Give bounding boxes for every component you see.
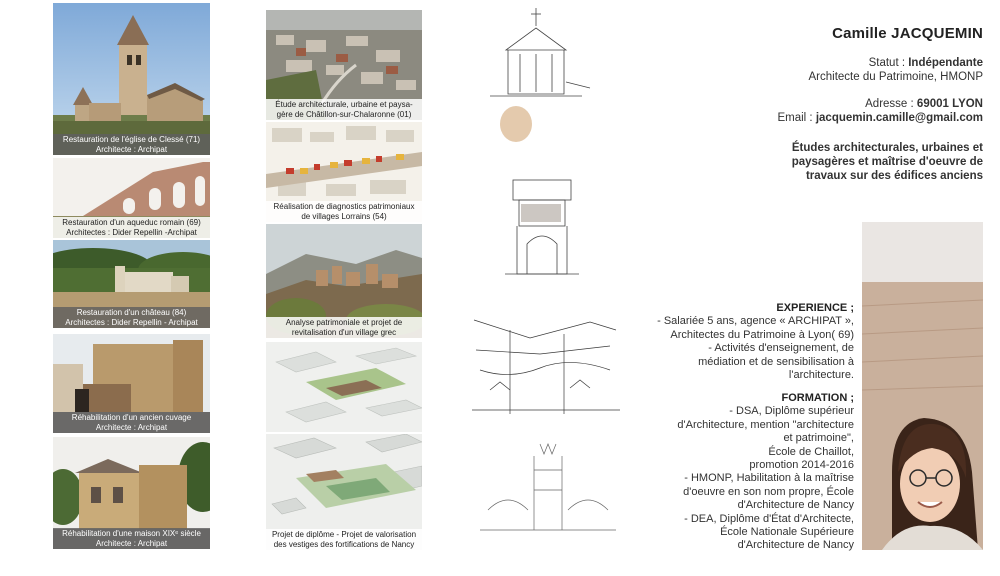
project-photo-maison bbox=[53, 437, 210, 549]
experience-line: Architectes du Patrimoine à Lyon( 69) bbox=[670, 328, 854, 341]
caption-line: Architectes : Dider Repellin -Archipat bbox=[66, 227, 197, 237]
profile-name: Camille JACQUEMIN bbox=[832, 25, 983, 42]
profile-title: Architecte du Patrimoine, HMONP bbox=[808, 71, 983, 83]
project-caption bbox=[53, 134, 210, 155]
address-label: Adresse : bbox=[865, 98, 917, 110]
project-photo-castle bbox=[53, 240, 210, 328]
address-value: 69001 LYON bbox=[916, 98, 983, 110]
formation-line: d'Architecture de Nancy bbox=[737, 499, 854, 512]
formation-line: d'oeuvre en son nom propre, École bbox=[683, 485, 854, 498]
status-value: Indépendante bbox=[908, 57, 983, 69]
study-caption bbox=[266, 317, 422, 338]
caption-line: revitalisation d'un village grec bbox=[291, 327, 397, 337]
project-caption bbox=[53, 412, 210, 433]
portrait-illustration bbox=[862, 222, 983, 550]
formation-line: d'Architecture, mention "architecture bbox=[677, 418, 854, 431]
study-plan-lorrains bbox=[266, 122, 422, 222]
doorway-sketch-illustration bbox=[495, 170, 585, 278]
tagline-line: paysagères et maîtrise d'oeuvre de bbox=[791, 156, 983, 168]
sketch-doorway bbox=[495, 170, 585, 278]
sketch-ruins bbox=[478, 440, 618, 540]
church-illustration bbox=[53, 3, 210, 155]
study-photo-chatillon bbox=[266, 10, 422, 120]
caption-line: Réalisation de diagnostics patrimoniaux bbox=[273, 202, 415, 211]
project-caption bbox=[53, 217, 210, 238]
tagline-line: travaux sur des édifices anciens bbox=[805, 170, 983, 182]
street-sketch-illustration bbox=[470, 310, 620, 420]
project-photo-cuvage bbox=[53, 334, 210, 433]
experience-line: médiation et de sensibilisation à bbox=[698, 355, 854, 368]
project-caption bbox=[53, 528, 210, 549]
caption-line: Architecte : Archipat bbox=[95, 144, 168, 154]
formation-heading: FORMATION ; bbox=[781, 392, 854, 404]
sketch-chapel bbox=[470, 6, 600, 144]
caption-line: Architecte : Archipat bbox=[95, 422, 168, 432]
urban-render-illustration bbox=[266, 342, 422, 432]
caption-line: Restauration de l'église de Clessé (71) bbox=[62, 135, 201, 144]
formation-line: École Nationale Supérieure bbox=[720, 526, 854, 539]
study-render-1 bbox=[266, 342, 422, 432]
status-line bbox=[869, 56, 983, 70]
caption-line: Réhabilitation d'une maison XIXᵉ siècle bbox=[62, 529, 201, 538]
caption-line: Restauration d'un château (84) bbox=[76, 308, 187, 317]
formation-line: d'Architecture de Nancy bbox=[737, 539, 854, 552]
email-line bbox=[777, 111, 983, 125]
formation-line: - HMONP, Habilitation à la maîtrise bbox=[684, 472, 854, 485]
experience-section bbox=[652, 302, 854, 382]
study-caption bbox=[266, 529, 422, 550]
formation-section bbox=[652, 392, 854, 553]
tagline-line: Études architecturales, urbaines et bbox=[791, 142, 983, 154]
project-photo-church bbox=[53, 3, 210, 155]
caption-line: Architectes : Dider Repellin - Archipat bbox=[65, 317, 198, 327]
caption-line: Architecte : Archipat bbox=[95, 538, 168, 548]
caption-line: Étude architecturale, urbaine et paysa- bbox=[275, 100, 413, 109]
caption-line: Projet de diplôme - Projet de valorisation bbox=[271, 530, 417, 539]
project-photo-aqueduct bbox=[53, 158, 210, 238]
sketch-street bbox=[470, 310, 620, 420]
caption-line: Analyse patrimoniale et projet de bbox=[285, 318, 403, 327]
experience-line: l'architecture. bbox=[788, 369, 854, 382]
study-render-diploma bbox=[266, 434, 422, 550]
caption-line: Restauration d'un aqueduc romain (69) bbox=[62, 218, 201, 227]
study-photo-greek-village bbox=[266, 224, 422, 338]
formation-line: - DSA, Diplôme supérieur bbox=[729, 405, 854, 418]
ruins-sketch-illustration bbox=[478, 440, 618, 540]
tagline bbox=[792, 141, 983, 183]
caption-line: gère de Châtillon-sur-Chalaronne (01) bbox=[276, 109, 412, 119]
formation-line: École de Chaillot, bbox=[768, 445, 854, 458]
study-caption bbox=[266, 99, 422, 120]
status-label: Statut : bbox=[868, 57, 909, 69]
project-caption bbox=[53, 307, 210, 328]
experience-heading: EXPERIENCE ; bbox=[776, 302, 854, 314]
experience-line: - Activités d'enseignement, de bbox=[708, 342, 854, 355]
email-link[interactable]: jacquemin.camille@gmail.com bbox=[815, 112, 983, 124]
caption-line: des vestiges des fortifications de Nancy bbox=[273, 539, 415, 549]
caption-line: Réhabilitation d'un ancien cuvage bbox=[71, 413, 192, 422]
study-caption bbox=[266, 201, 422, 222]
experience-line: - Salariée 5 ans, agence « ARCHIPAT », bbox=[657, 315, 854, 328]
formation-line: - DEA, Diplôme d'État d'Architecte, bbox=[684, 512, 854, 525]
formation-line: promotion 2014-2016 bbox=[749, 459, 854, 472]
formation-line: et patrimoine", bbox=[783, 432, 854, 445]
portrait-photo bbox=[862, 222, 983, 550]
caption-line: de villages Lorrains (54) bbox=[301, 211, 387, 221]
chapel-sketch-illustration bbox=[470, 6, 600, 144]
address-line bbox=[865, 97, 983, 111]
email-label: Email : bbox=[777, 112, 816, 124]
